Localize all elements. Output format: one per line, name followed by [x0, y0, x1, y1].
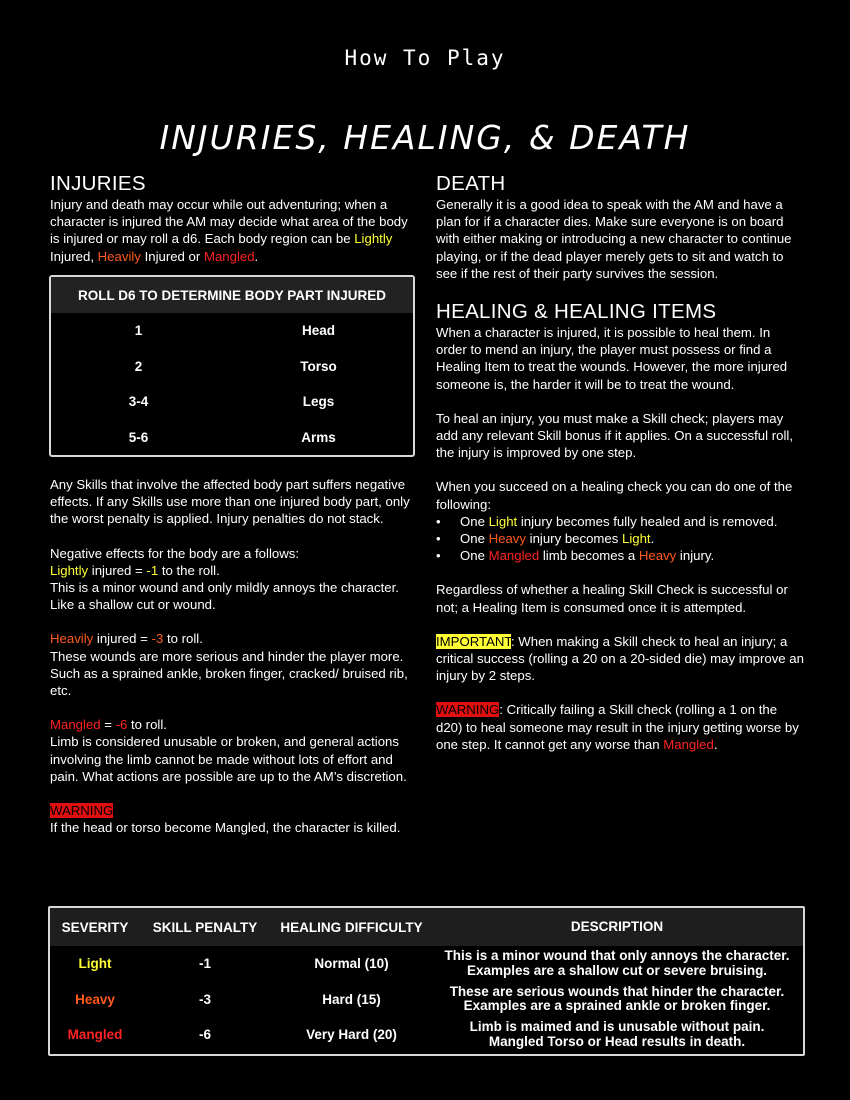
list-item: • One Light injury becomes fully healed and is removed. [436, 513, 804, 530]
injuries-intro: Injury and death may occur while out adventuring; when a character is injured the AM may decide what area of the body is injured or may roll a d6. Each body region can be Lightly Injured, Heavily Injured or Mangled. [50, 197, 408, 264]
healing-heading: HEALING & HEALING ITEMS [436, 300, 717, 324]
healing-warning-note: WARNING: Critically failing a Skill check (rolling a 1 on the d20) to heal someone may result in the injury getting worse by one step. It cannot get any worse than Mangled. [436, 702, 799, 752]
table-row: 1 Head [134, 323, 335, 339]
healing-para-4: Regardless of whether a healing Skill Check is successful or not; a Healing Item is consumed once it is attempted. [436, 582, 788, 615]
healing-para-1: When a character is injured, it is possible to heal them. In order to mend an injury, the player must possess or find a Healing Item to treat the wounds. However, the more injured someone is, the harder it will be to treat the wound. [436, 325, 788, 392]
table-row: Mangled -6 Very Hard (20) Limb is maimed and is unusable without pain. Mangled Torso or Head results in death. [67, 1019, 765, 1049]
heavy-effect-desc: These wounds are more serious and hinder the player more. Such as a sprained ankle, broken finger, cracked/ bruised rib, etc. [50, 648, 408, 699]
table-row: Light -1 Normal (10) This is a minor wound that only annoys the character. Examples are a shallow cut or severe bruising. [78, 948, 790, 978]
skills-paragraph: Any Skills that involve the affected body part suffers negative effects. If any Skills use more than one injured body part, only the worst penalty is applied. Injury penalties do not stack. [50, 477, 410, 527]
severity-table [48, 906, 805, 1056]
col-header-healing-difficulty: HEALING DIFFICULTY [280, 919, 423, 935]
body-part-roll-table [49, 275, 415, 457]
severity-table-header [50, 908, 803, 946]
table-row: 5-6 Arms [128, 429, 336, 445]
light-effect-line: Lightly injured = -1 to the roll. [50, 562, 220, 578]
col-header-skill-penalty: SKILL PENALTY [152, 919, 258, 935]
mangled-effect-line: Mangled = -6 to roll. [50, 717, 167, 733]
injuries-heading: INJURIES [50, 172, 146, 195]
heavy-effect-line: Heavily injured = -3 to roll. [50, 631, 203, 647]
list-item: • One Mangled limb becomes a Heavy injury. [436, 547, 804, 564]
col-header-description: DESCRIPTION [570, 918, 664, 934]
table-row: Heavy -3 Hard (15) These are serious wounds that hinder the character. Examples are a sprained ankle or broken finger. [75, 983, 785, 1014]
important-note: IMPORTANT: When making a Skill check to heal an injury; a critical success (rolling a 20 on a 20-sided die) may improve an injury by 2 steps. [436, 633, 804, 684]
right-column [436, 172, 804, 753]
roll-table-header: ROLL D6 TO DETERMINE BODY PART INJURED [51, 277, 413, 313]
warning-label: WARNING [50, 803, 114, 819]
table-row: 2 Torso [134, 358, 337, 374]
healing-para-3: When you succeed on a healing check you can do one of the following: [436, 479, 793, 512]
list-item: • One Heavy injury becomes Light. [436, 530, 804, 547]
page-title: INJURIES, HEALING, & DEATH [159, 118, 691, 157]
negative-effects-intro: Negative effects for the body are a follows: [50, 545, 299, 561]
light-effect-desc: This is a minor wound and only mildly annoys the character. Like a shallow cut or wound. [50, 580, 399, 613]
death-text: Generally it is a good idea to speak with the AM and have a plan for if a character dies. Make sure everyone is on board with either making or introducing a new character to continue playing, or if the dead player merely gets to sit and watch to see if the rest of their party survives the session. [436, 197, 792, 281]
left-column [50, 172, 418, 836]
death-heading: DEATH [436, 172, 506, 195]
col-header-severity: SEVERITY [61, 919, 129, 935]
healing-options-list [436, 513, 804, 565]
page-header: How To Play [344, 46, 506, 70]
mangled-effect-desc: Limb is considered unusable or broken, and general actions involving the limb cannot be made without lots of effort and pain. What actions are possible are up to the AM’s discretion. [50, 734, 407, 784]
table-row: 3-4 Legs [128, 394, 335, 410]
healing-para-2: To heal an injury, you must make a Skill check; players may add any relevant Skill bonus if it applies. On a successful roll, the injury is improved by one step. [436, 410, 793, 461]
warning-text: If the head or torso become Mangled, the character is killed. [50, 820, 401, 836]
